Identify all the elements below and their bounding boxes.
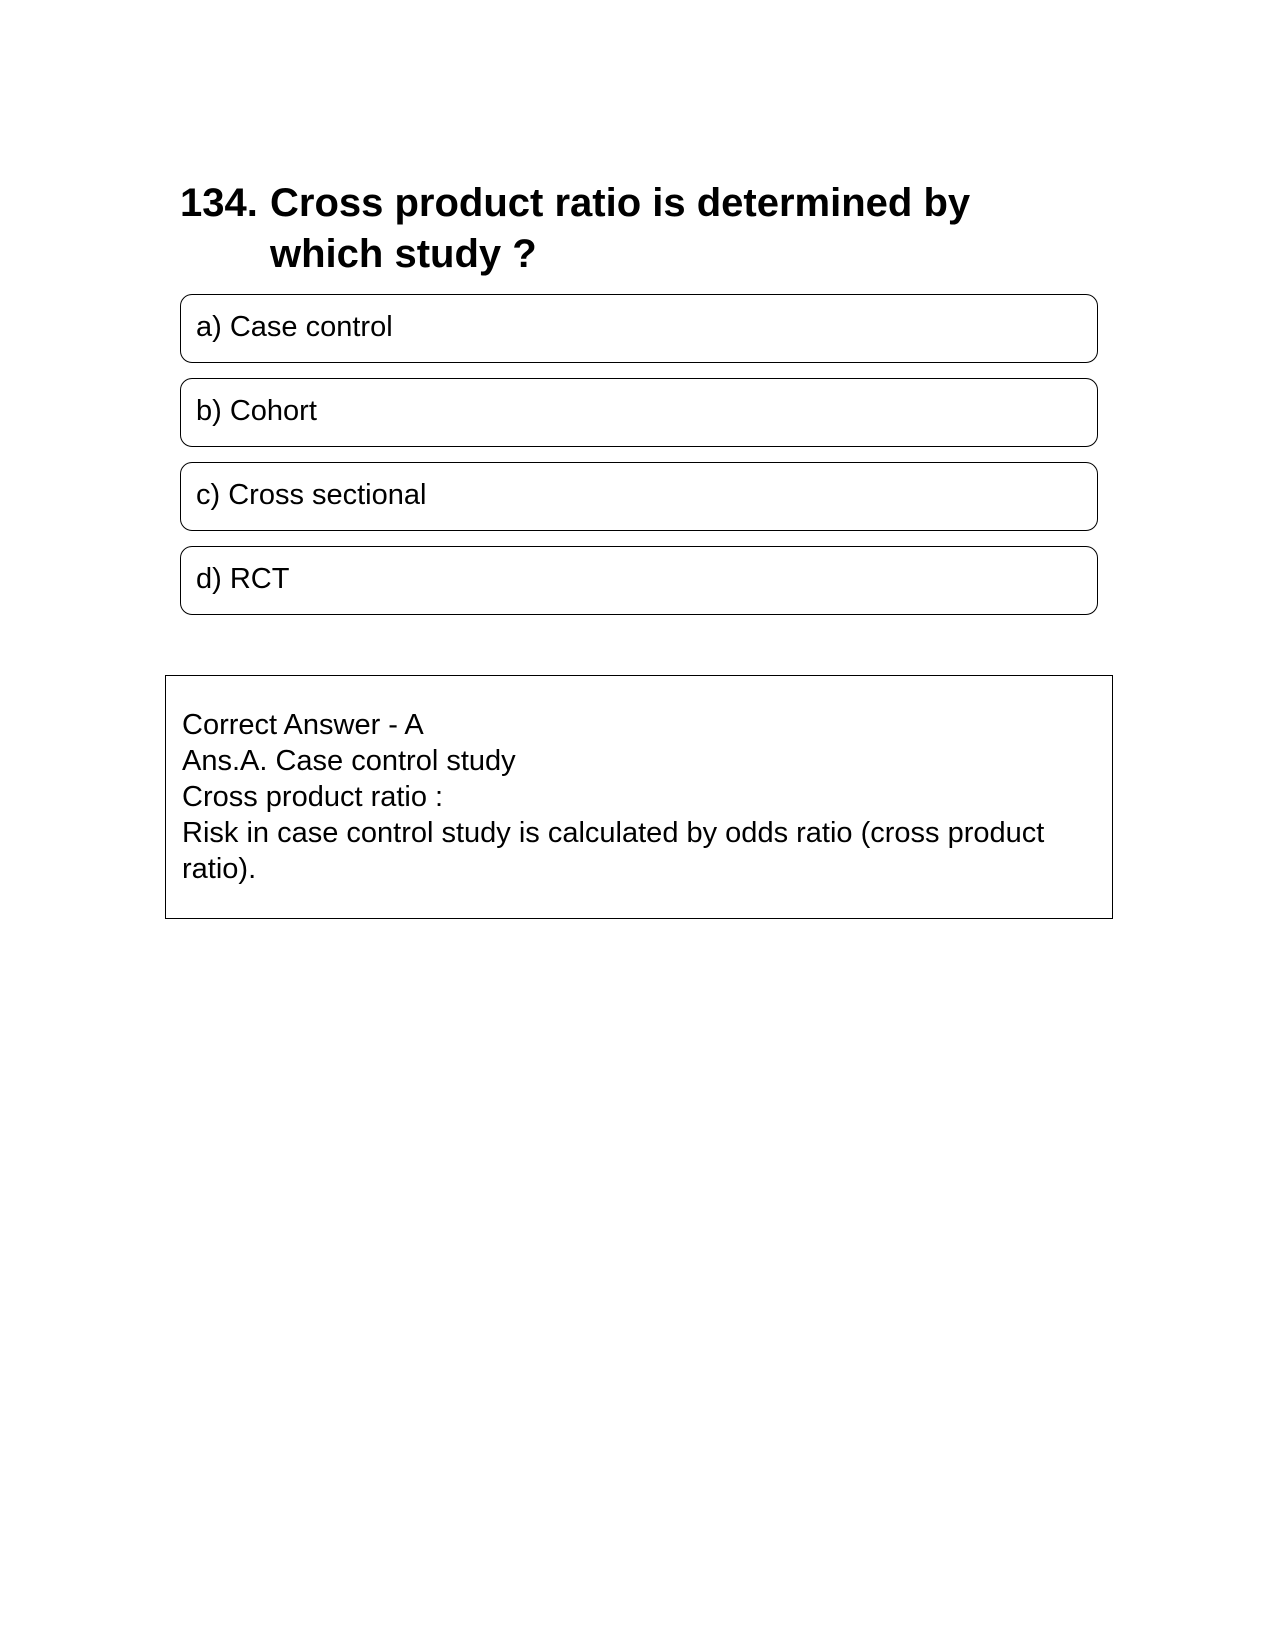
- question-heading: [180, 178, 1060, 280]
- explanation-text: Risk in case control study is calculated by odds ratio (cross product ratio).: [182, 817, 1045, 885]
- answer-explanation-box: [165, 675, 1113, 919]
- question-number: 134.: [180, 181, 258, 225]
- option-b[interactable]: b) Cohort: [180, 378, 1098, 447]
- correct-answer-line: Correct Answer - A: [182, 709, 424, 741]
- explanation-heading: Cross product ratio :: [182, 781, 444, 813]
- question-text: Cross product ratio is determined by which study ?: [270, 181, 971, 276]
- answer-detail-line: Ans.A. Case control study: [182, 745, 516, 777]
- options-list: [180, 294, 1098, 630]
- option-d[interactable]: d) RCT: [180, 546, 1098, 615]
- option-a[interactable]: a) Case control: [180, 294, 1098, 363]
- option-c[interactable]: c) Cross sectional: [180, 462, 1098, 531]
